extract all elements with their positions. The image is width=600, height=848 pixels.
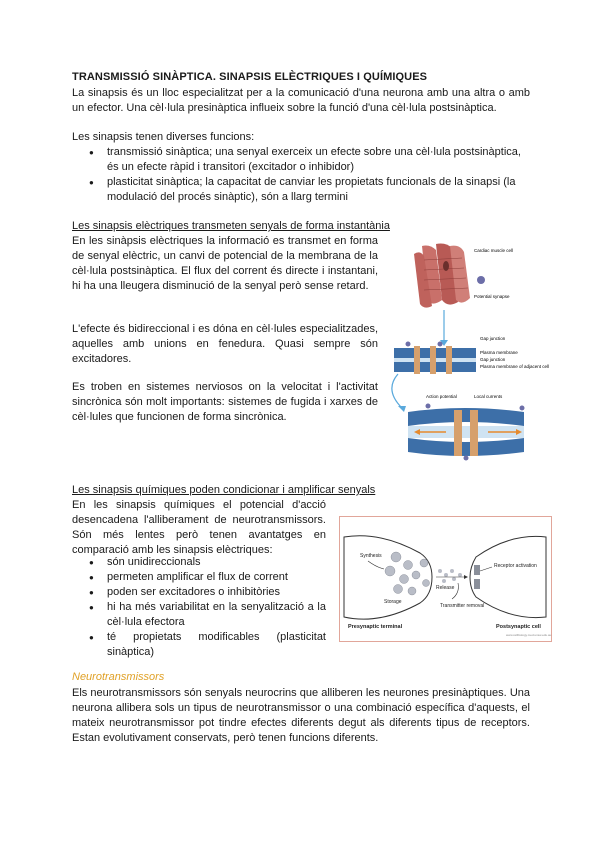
list-item: ● té propietats modificables (plasticitat sinàptica) xyxy=(72,630,326,660)
label-synthesis: Synthesis xyxy=(360,553,382,559)
electric-heading: Les sinapsis elèctriques transmeten senyals de forma instantània xyxy=(72,220,390,232)
neuro-heading: Neurotransmissors xyxy=(72,671,165,683)
label-adjacent-membrane: Plasma membrane of adjacent cell xyxy=(480,364,550,369)
label-removal: Transmitter removal xyxy=(440,603,485,609)
label-plasma-membrane: Plasma membrane xyxy=(480,350,518,355)
page-title: TRANSMISSIÓ SINÀPTICA. SINAPSIS ELÈCTRIQUES I QUÍMIQUES xyxy=(72,71,428,83)
label-receptor: Receptor activation xyxy=(494,563,537,569)
current-flow-detail xyxy=(408,404,525,461)
intro-paragraph: La sinapsis és un lloc especialitzat per a la comunicació d'una neurona amb una altra o amb un efector. Una cèl·lula presinàptica influeix sobre la funció d'una cèl·lula postsinàptica. xyxy=(72,87,530,114)
electric-paragraph-3: Es troben en sistemes nerviosos on la velocitat i l'activitat sincrònica són molt importants: sistemes de fugida i xarxes de cèl·lules que funcionen de forma sincrònica. xyxy=(72,381,378,423)
label-cardiac-muscle: Cardiac muscle cell xyxy=(474,248,514,253)
list-item: ● poden ser excitadores o inhibitòries xyxy=(72,585,326,600)
list-item: ● plasticitat sinàptica; la capacitat de canviar les propietats funcionals de la sinapsi (la modulació del procés sinàptic), són a llarg termini xyxy=(72,175,530,205)
chemical-heading: Les sinapsis químiques poden condicionar i amplificar senyals xyxy=(72,484,376,496)
chemical-advantages-list xyxy=(72,555,326,660)
gap-junction-detail xyxy=(394,342,476,375)
functions-intro: Les sinapsis tenen diverses funcions: xyxy=(72,131,255,143)
figure-credit: www.cellbiology.med.unsw.edu.au xyxy=(506,633,552,637)
list-item: ● transmissió sinàptica; una senyal exerceix un efecte sobre una cèl·lula postsinàptica, és un efecte ràpid i transitori (excitador o inhibidor) xyxy=(72,145,530,175)
label-potential-synapse: Potential synapse xyxy=(474,294,510,299)
electric-paragraph-1: En les sinàpsis elèctriques la informació es transmet en forma de senyal elèctric, un canvi de potencial de la membrana de la cèl·lula postsinàptica. El flux del corrent és directe i instantani, hi ha una lleugera disminució de la senyal però sense retard. xyxy=(72,235,378,292)
label-presynaptic: Presynaptic terminal xyxy=(348,624,403,630)
list-item: ● hi ha més variabilitat en la senyalització a la cèl·lula efectora xyxy=(72,600,326,630)
label-gap-junction-2: Gap junction xyxy=(480,357,506,362)
neuro-paragraph: Els neurotransmissors són senyals neurocrins que alliberen les neurones presinàptiques. Una neurona allibera sols un tipus de neurotransmissor o una combinació específica d'aquests, el mateix neurotransmissor pot tindre efectes diferents degut als diferents tipus de receptors. Estan evolutivament conservats, però tenen funcions diferents. xyxy=(72,687,530,744)
list-item: ● són unidireccionals xyxy=(72,555,326,570)
label-postsynaptic: Postsynaptic cell xyxy=(496,624,541,630)
list-item: ● permeten amplificar el flux de corrent xyxy=(72,570,326,585)
label-release: Release xyxy=(436,585,455,591)
functions-list xyxy=(72,145,530,205)
label-local-currents: Local currents xyxy=(474,394,503,399)
label-storage: Storage xyxy=(384,599,402,605)
label-action-potential: Action potential xyxy=(426,394,457,399)
chemical-paragraph-1: En les sinapsis químiques el potencial d'acció desencadena l'alliberament de neurotransmissors. Són més lentes però tenen avantatges en comparació amb les sinapsis elèctriques: xyxy=(72,499,326,556)
electric-paragraph-2: L'efecte és bidireccional i es dóna en cèl·lules especialitzades, aquelles amb unions en fenedura. Quasi sempre són excitadores. xyxy=(72,323,378,365)
label-gap-junction: Gap junction xyxy=(480,336,506,341)
chemical-synapse-figure xyxy=(339,516,552,642)
gap-junction-figure xyxy=(384,240,550,464)
